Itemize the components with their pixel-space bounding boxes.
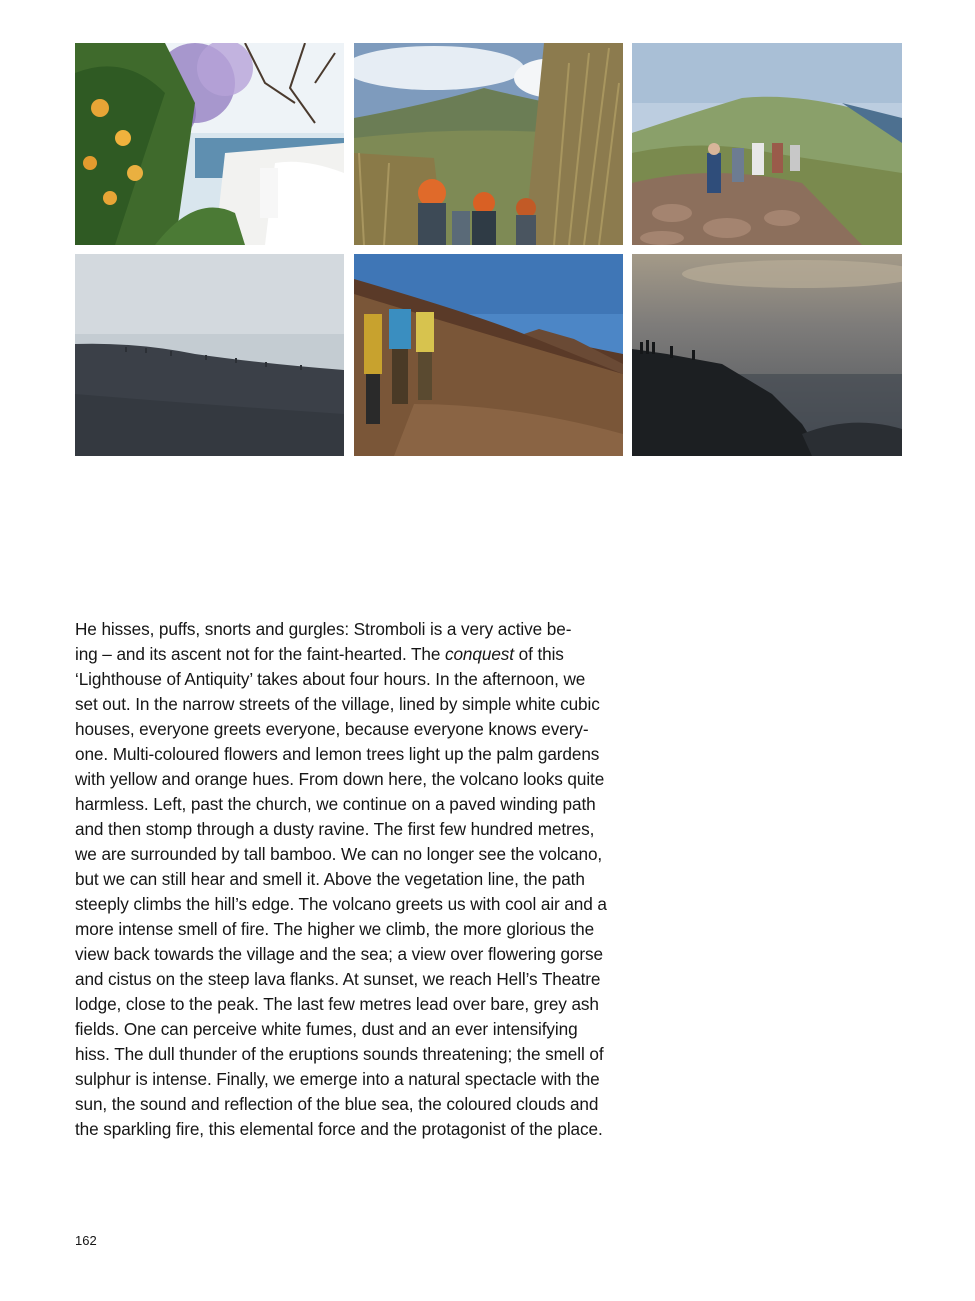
page-number: 162 [75, 1233, 97, 1248]
text-line: and then stomp through a dusty ravine. The first few hundred metres, [75, 819, 595, 839]
emphasis-conquest: conquest [444, 644, 514, 664]
photo-ridge-silhouettes [75, 254, 344, 456]
photo-lemon-tree-village [75, 43, 344, 245]
article-paragraph [75, 617, 675, 1142]
text-line: ing – and its ascent not for the faint-hearted. The conquest of this [75, 644, 564, 664]
text-line: hiss. The dull thunder of the eruptions sounds threatening; the smell of [75, 1044, 604, 1064]
text-line: set out. In the narrow streets of the village, lined by simple white cubic [75, 694, 600, 714]
text-line: view back towards the village and the sea; a view over flowering gorse [75, 944, 604, 964]
text-line: steeply climbs the hill’s edge. The volcano greets us with cool air and a [75, 894, 607, 914]
photo-hikers-rocky-ridge [632, 43, 902, 245]
text-line: houses, everyone greets everyone, because everyone knows every- [75, 719, 589, 739]
text-line: lodge, close to the peak. The last few metres lead over bare, grey ash [75, 994, 599, 1014]
text-line: ‘Lighthouse of Antiquity’ takes about four hours. In the afternoon, we [75, 669, 586, 689]
photo-dusk-cliff [632, 254, 902, 456]
text-line: sulphur is intense. Finally, we emerge into a natural spectacle with the [75, 1069, 600, 1089]
text-line: more intense smell of fire. The higher we climb, the more glorious the [75, 919, 595, 939]
text-line: harmless. Left, past the church, we continue on a paved winding path [75, 794, 596, 814]
text-line: the sparkling fire, this elemental force and the protagonist of the place. [75, 1119, 603, 1139]
photo-hikers-ash-slope [354, 254, 623, 456]
text-line: fields. One can perceive white fumes, dust and an ever intensifying [75, 1019, 578, 1039]
text-line: sun, the sound and reflection of the blue sea, the coloured clouds and [75, 1094, 599, 1114]
text-line: He hisses, puffs, snorts and gurgles: Stromboli is a very active be- [75, 619, 572, 639]
text-line: but we can still hear and smell it. Above the vegetation line, the path [75, 869, 585, 889]
text-line: we are surrounded by tall bamboo. We can no longer see the volcano, [75, 844, 603, 864]
text-line: with yellow and orange hues. From down here, the volcano looks quite [75, 769, 605, 789]
text-line: one. Multi-coloured flowers and lemon trees light up the palm gardens [75, 744, 600, 764]
photo-hikers-bamboo [354, 43, 623, 245]
text-line: and cistus on the steep lava flanks. At sunset, we reach Hell’s Theatre [75, 969, 601, 989]
